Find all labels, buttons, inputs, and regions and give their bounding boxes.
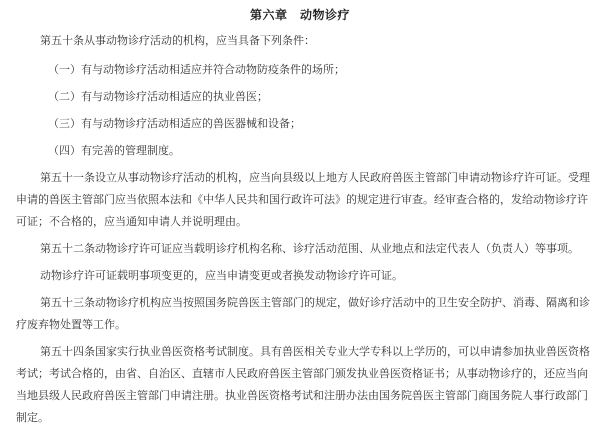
- text-line: 第五十四条国家实行执业兽医资格考试制度。具有兽医相关专业大学专科以上学历的，可以申请参加执业兽医资格: [40, 345, 590, 358]
- text-line: （四）有完善的管理制度。: [48, 144, 180, 157]
- text-line: 第五十三条动物诊疗机构应当按照国务院兽医主管部门的规定，做好诊疗活动中的卫生安全防护、消毒、隔离和诊: [40, 296, 590, 309]
- text-line: 申请的兽医主管部门应当依照本法和《中华人民共和国行政许可法》的规定进行审查。经审查合格的，发给动物诊疗许: [16, 193, 588, 206]
- text-line: 可证；不合格的，应当通知申请人并说明理由。: [16, 215, 247, 228]
- text-line: （三）有与动物诊疗活动相适应的兽医器械和设备；: [48, 117, 301, 130]
- article-51: [16, 167, 590, 233]
- article-54: [16, 341, 590, 429]
- text-line: （一）有与动物诊疗活动相适应并符合动物防疫条件的场所；: [48, 63, 345, 76]
- chapter-title: 第六章 动物诊疗: [249, 8, 350, 22]
- text-line: 第五十二条动物诊疗许可证应当载明诊疗机构名称、诊疗活动范围、从业地点和法定代表人（负责人）等事项。: [40, 242, 579, 255]
- article-50-item-3: [16, 113, 600, 135]
- text-line: （二）有与动物诊疗活动相适应的执业兽医；: [48, 90, 268, 103]
- article-50-intro: [16, 30, 600, 52]
- article-53: [16, 292, 590, 336]
- text-line: 动物诊疗许可证载明事项变更的，应当申请变更或者换发动物诊疗许可证。: [40, 269, 403, 282]
- text-line: 第五十条从事动物诊疗活动的机构，应当具备下列条件：: [40, 34, 315, 47]
- text-line: 制定。: [16, 411, 49, 424]
- article-50-item-1: [16, 59, 600, 81]
- article-50-item-2: [16, 86, 600, 108]
- text-line: 疗废弃物处置等工作。: [16, 318, 126, 331]
- text-line: 当地县级人民政府兽医主管部门申请注册。执业兽医资格考试和注册办法由国务院兽医主管部门商国务院人事行政部门: [16, 389, 588, 402]
- article-52-continuation: [16, 265, 600, 287]
- article-52: [16, 238, 600, 260]
- text-line: 考试；考试合格的，由省、自治区、直辖市人民政府兽医主管部门颁发执业兽医资格证书；从事动物诊疗的，还应当向: [16, 367, 588, 380]
- article-50-item-4: [16, 140, 600, 162]
- text-line: 第五十一条设立从事动物诊疗活动的机构，应当向县级以上地方人民政府兽医主管部门申请动物诊疗许可证。受理: [40, 171, 590, 184]
